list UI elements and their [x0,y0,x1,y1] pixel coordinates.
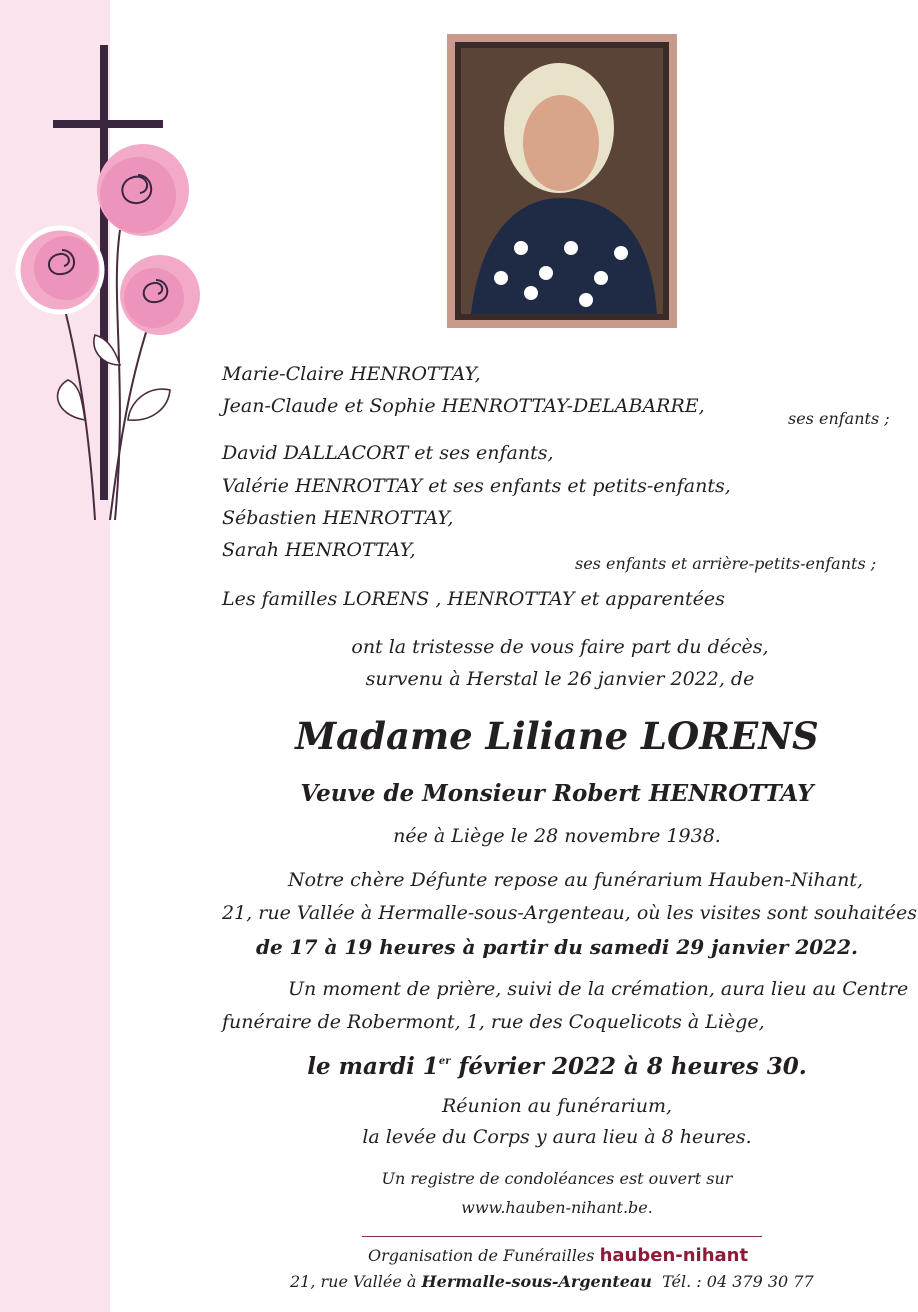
rose-icon [97,144,189,236]
cross-and-roses-decoration [10,40,210,530]
visits-line-2: 21, rue Vallée à Hermalle-sous-Argenteau, où les visites sont souhaitées [222,902,918,924]
widow-of: Veuve de Monsieur Robert HENROTTAY [300,780,814,807]
deceased-name: Madame Liliane LORENS [295,714,819,758]
footer-address: 21, rue Vallée à Hermalle-sous-Argenteau Tél. : 04 379 30 77 [290,1272,814,1291]
family-grandchild-4: Sarah HENROTTAY, [222,539,416,561]
family-child-2: Jean-Claude et Sophie HENROTTAY-DELABARRE, [222,395,705,417]
gathering-line-2: la levée du Corps y aura lieu à 8 heures. [362,1126,752,1148]
rose-icon [120,255,200,335]
families-line: Les familles LORENS , HENROTTAY et apparentées [222,588,725,610]
brand-logo: hauben-nihant [599,1245,749,1266]
visits-line-1: Notre chère Défunte repose au funérarium Hauben-Nihant, [288,869,864,891]
family-grandchild-1: David DALLACORT et ses enfants, [222,442,554,464]
portrait-frame [447,34,677,328]
portrait-photo [461,48,663,314]
ceremony-date: le mardi 1er février 2022 à 8 heures 30. [307,1053,807,1080]
visits-hours: de 17 à 19 heures à partir du samedi 29 janvier 2022. [256,935,858,959]
grandchildren-role: ses enfants et arrière-petits-enfants ; [575,554,877,573]
children-role: ses enfants ; [788,409,890,428]
announcement-line-2: survenu à Herstal le 26 janvier 2022, de [365,668,755,690]
birth-info: née à Liège le 28 novembre 1938. [393,825,721,847]
footer-divider [362,1236,762,1237]
ceremony-line-2: funéraire de Robermont, 1, rue des Coquelicots à Liège, [222,1011,765,1033]
announcement-line-1: ont la tristesse de vous faire part du décès, [351,636,769,658]
condolences-url[interactable]: www.hauben-nihant.be. [461,1198,653,1217]
footer-phone: Tél. : 04 379 30 77 [662,1272,814,1291]
footer-org: Organisation de Funérailles hauben-nihant [368,1245,749,1266]
rose-icon [18,228,102,312]
family-grandchild-2: Valérie HENROTTAY et ses enfants et petits-enfants, [222,475,731,497]
family-child-1: Marie-Claire HENROTTAY, [222,363,481,385]
family-grandchild-3: Sébastien HENROTTAY, [222,507,454,529]
condolences-line-1: Un registre de condoléances est ouvert sur [381,1169,733,1188]
ceremony-line-1: Un moment de prière, suivi de la crémation, aura lieu au Centre [288,978,909,1000]
gathering-line-1: Réunion au funérarium, [441,1095,673,1117]
